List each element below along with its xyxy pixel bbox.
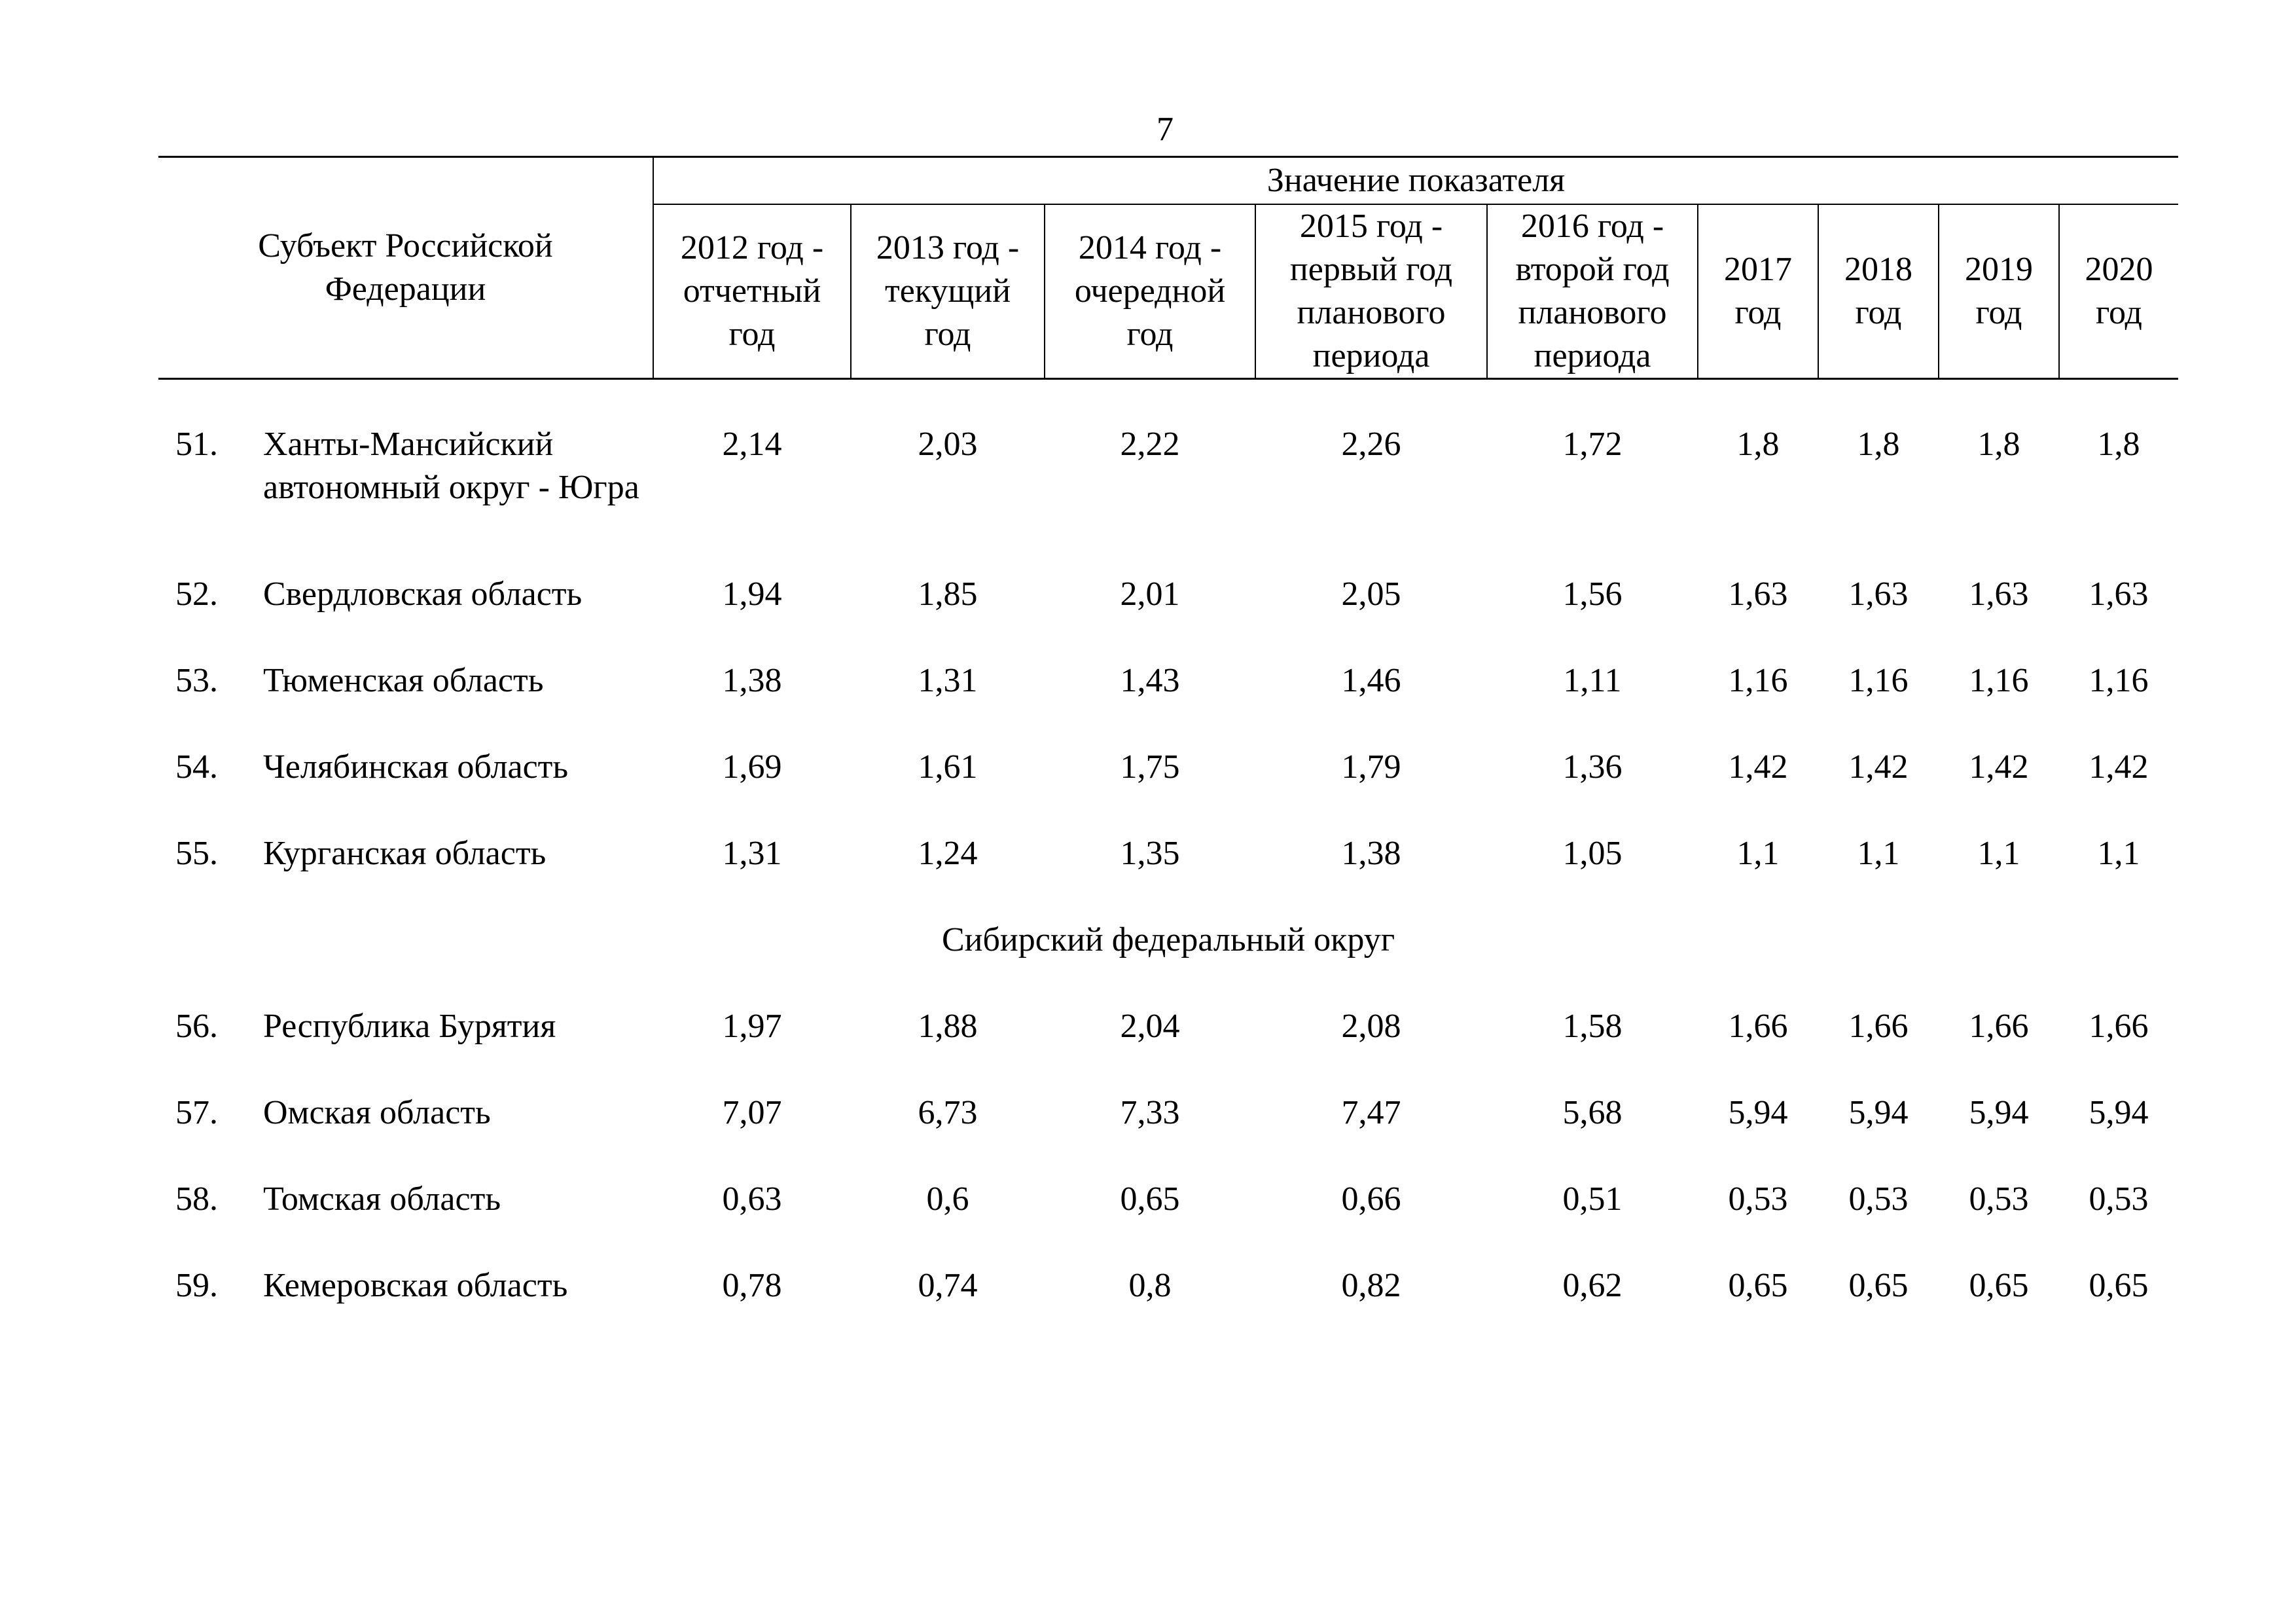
page-number: 7 xyxy=(1157,111,1174,148)
table-row xyxy=(158,810,2178,896)
indicator-value: 1,75 xyxy=(1120,748,1180,786)
indicator-value: 1,8 xyxy=(1977,426,2020,463)
indicator-value: 1,16 xyxy=(1728,661,1788,699)
year-column-header: 2019 год xyxy=(1939,204,2059,379)
year-column-header: 2016 год - второй год планового периода xyxy=(1487,204,1698,379)
region-name: Курганская область xyxy=(263,834,547,872)
indicator-value: 2,04 xyxy=(1120,1007,1180,1045)
indicator-value: 1,8 xyxy=(1736,426,1780,463)
indicator-value: 0,6 xyxy=(926,1180,969,1218)
indicator-value: 1,43 xyxy=(1120,661,1180,699)
subject-column-header: Субъект Российской Федерации xyxy=(158,157,653,379)
indicator-table xyxy=(158,156,2178,1328)
indicator-value: 2,01 xyxy=(1120,575,1180,613)
indicator-value: 1,31 xyxy=(918,661,978,699)
indicator-value: 1,42 xyxy=(2089,748,2149,786)
row-number: 52. xyxy=(175,575,218,613)
indicator-value: 2,03 xyxy=(918,426,978,463)
indicator-value: 1,63 xyxy=(2089,575,2149,613)
region-name: Ханты-Мансийский автономный округ - Югра xyxy=(263,426,639,506)
table-row xyxy=(158,723,2178,810)
indicator-value: 0,74 xyxy=(918,1266,978,1304)
indicator-value: 1,97 xyxy=(722,1007,782,1045)
indicator-group-header: Значение показателя xyxy=(653,157,2178,205)
indicator-value: 1,85 xyxy=(918,575,978,613)
indicator-value: 1,63 xyxy=(1728,575,1788,613)
indicator-value: 0,63 xyxy=(722,1180,782,1218)
row-number: 51. xyxy=(175,426,218,463)
indicator-value: 7,33 xyxy=(1120,1093,1180,1131)
indicator-value: 5,94 xyxy=(1728,1093,1788,1131)
indicator-value: 5,94 xyxy=(1969,1093,2029,1131)
indicator-value: 5,94 xyxy=(2089,1093,2149,1131)
indicator-value: 1,61 xyxy=(918,748,978,786)
indicator-value: 1,63 xyxy=(1969,575,2029,613)
region-name: Челябинская область xyxy=(263,748,569,786)
indicator-value: 0,66 xyxy=(1341,1180,1401,1218)
indicator-value: 1,63 xyxy=(1848,575,1909,613)
indicator-value: 0,8 xyxy=(1128,1266,1172,1304)
year-column-header: 2020 год xyxy=(2059,204,2178,379)
indicator-value: 1,16 xyxy=(1848,661,1909,699)
year-column-header: 2012 год - отчетный год xyxy=(653,204,851,379)
row-number: 54. xyxy=(175,748,218,786)
row-number: 56. xyxy=(175,1007,218,1045)
indicator-value: 1,56 xyxy=(1562,575,1623,613)
region-name: Тюменская область xyxy=(263,661,544,699)
row-number: 53. xyxy=(175,661,218,699)
indicator-value: 7,47 xyxy=(1341,1093,1401,1131)
indicator-value: 1,72 xyxy=(1562,426,1623,463)
region-name: Кемеровская область xyxy=(263,1266,568,1304)
row-number: 57. xyxy=(175,1093,218,1131)
indicator-value: 1,66 xyxy=(1728,1007,1788,1045)
indicator-value: 1,88 xyxy=(918,1007,978,1045)
region-name: Томская область xyxy=(263,1180,501,1218)
indicator-value: 2,08 xyxy=(1341,1007,1401,1045)
row-number: 58. xyxy=(175,1180,218,1218)
indicator-value: 1,42 xyxy=(1969,748,2029,786)
table-row xyxy=(158,983,2178,1069)
indicator-table-container xyxy=(158,156,2178,1328)
region-name: Омская область xyxy=(263,1093,491,1131)
table-row xyxy=(158,551,2178,637)
indicator-value: 1,1 xyxy=(1736,834,1780,872)
year-column-header: 2017 год xyxy=(1698,204,1818,379)
table-row xyxy=(158,1069,2178,1156)
indicator-value: 5,94 xyxy=(1848,1093,1909,1131)
indicator-value: 0,65 xyxy=(2089,1266,2149,1304)
indicator-value: 1,05 xyxy=(1562,834,1623,872)
indicator-value: 1,8 xyxy=(1857,426,1900,463)
indicator-value: 1,16 xyxy=(1969,661,2029,699)
indicator-value: 1,69 xyxy=(722,748,782,786)
row-number: 55. xyxy=(175,834,218,872)
indicator-value: 0,65 xyxy=(1728,1266,1788,1304)
indicator-value: 2,22 xyxy=(1120,426,1180,463)
indicator-value: 1,31 xyxy=(722,834,782,872)
indicator-value: 2,26 xyxy=(1341,426,1401,463)
table-row xyxy=(158,1156,2178,1242)
indicator-value: 1,1 xyxy=(1977,834,2020,872)
indicator-value: 1,8 xyxy=(2097,426,2140,463)
indicator-value: 1,38 xyxy=(1341,834,1401,872)
region-name: Республика Бурятия xyxy=(263,1007,556,1045)
region-name: Свердловская область xyxy=(263,575,583,613)
section-title: Сибирский федеральный округ xyxy=(941,921,1395,958)
year-column-header: 2018 год xyxy=(1818,204,1939,379)
indicator-value: 7,07 xyxy=(722,1093,782,1131)
year-column-header: 2014 год - очередной год xyxy=(1045,204,1255,379)
table-row xyxy=(158,637,2178,723)
row-number: 59. xyxy=(175,1266,218,1304)
indicator-value: 1,66 xyxy=(1848,1007,1909,1045)
indicator-value: 0,65 xyxy=(1848,1266,1909,1304)
indicator-value: 1,42 xyxy=(1728,748,1788,786)
indicator-value: 1,16 xyxy=(2089,661,2149,699)
indicator-value: 1,1 xyxy=(1857,834,1900,872)
indicator-value: 1,66 xyxy=(2089,1007,2149,1045)
indicator-value: 6,73 xyxy=(918,1093,978,1131)
indicator-value: 1,35 xyxy=(1120,834,1180,872)
indicator-value: 1,58 xyxy=(1562,1007,1623,1045)
indicator-value: 0,53 xyxy=(2089,1180,2149,1218)
indicator-value: 0,53 xyxy=(1728,1180,1788,1218)
indicator-value: 0,65 xyxy=(1120,1180,1180,1218)
indicator-value: 1,38 xyxy=(722,661,782,699)
year-column-header: 2013 год - текущий год xyxy=(851,204,1045,379)
indicator-value: 1,66 xyxy=(1969,1007,2029,1045)
indicator-value: 2,14 xyxy=(722,426,782,463)
indicator-value: 1,46 xyxy=(1341,661,1401,699)
section-row xyxy=(158,896,2178,983)
indicator-value: 2,05 xyxy=(1341,575,1401,613)
year-column-header: 2015 год - первый год планового периода xyxy=(1255,204,1487,379)
indicator-value: 0,53 xyxy=(1848,1180,1909,1218)
indicator-value: 1,1 xyxy=(2097,834,2140,872)
indicator-value: 1,79 xyxy=(1341,748,1401,786)
indicator-value: 0,51 xyxy=(1562,1180,1623,1218)
indicator-value: 5,68 xyxy=(1562,1093,1623,1131)
indicator-value: 1,94 xyxy=(722,575,782,613)
indicator-value: 1,36 xyxy=(1562,748,1623,786)
indicator-value: 0,53 xyxy=(1969,1180,2029,1218)
indicator-value: 0,65 xyxy=(1969,1266,2029,1304)
indicator-value: 0,78 xyxy=(722,1266,782,1304)
indicator-value: 0,62 xyxy=(1562,1266,1623,1304)
indicator-value: 1,42 xyxy=(1848,748,1909,786)
table-row xyxy=(158,1242,2178,1328)
indicator-value: 1,24 xyxy=(918,834,978,872)
indicator-value: 1,11 xyxy=(1563,661,1622,699)
table-row xyxy=(158,379,2178,551)
indicator-value: 0,82 xyxy=(1341,1266,1401,1304)
